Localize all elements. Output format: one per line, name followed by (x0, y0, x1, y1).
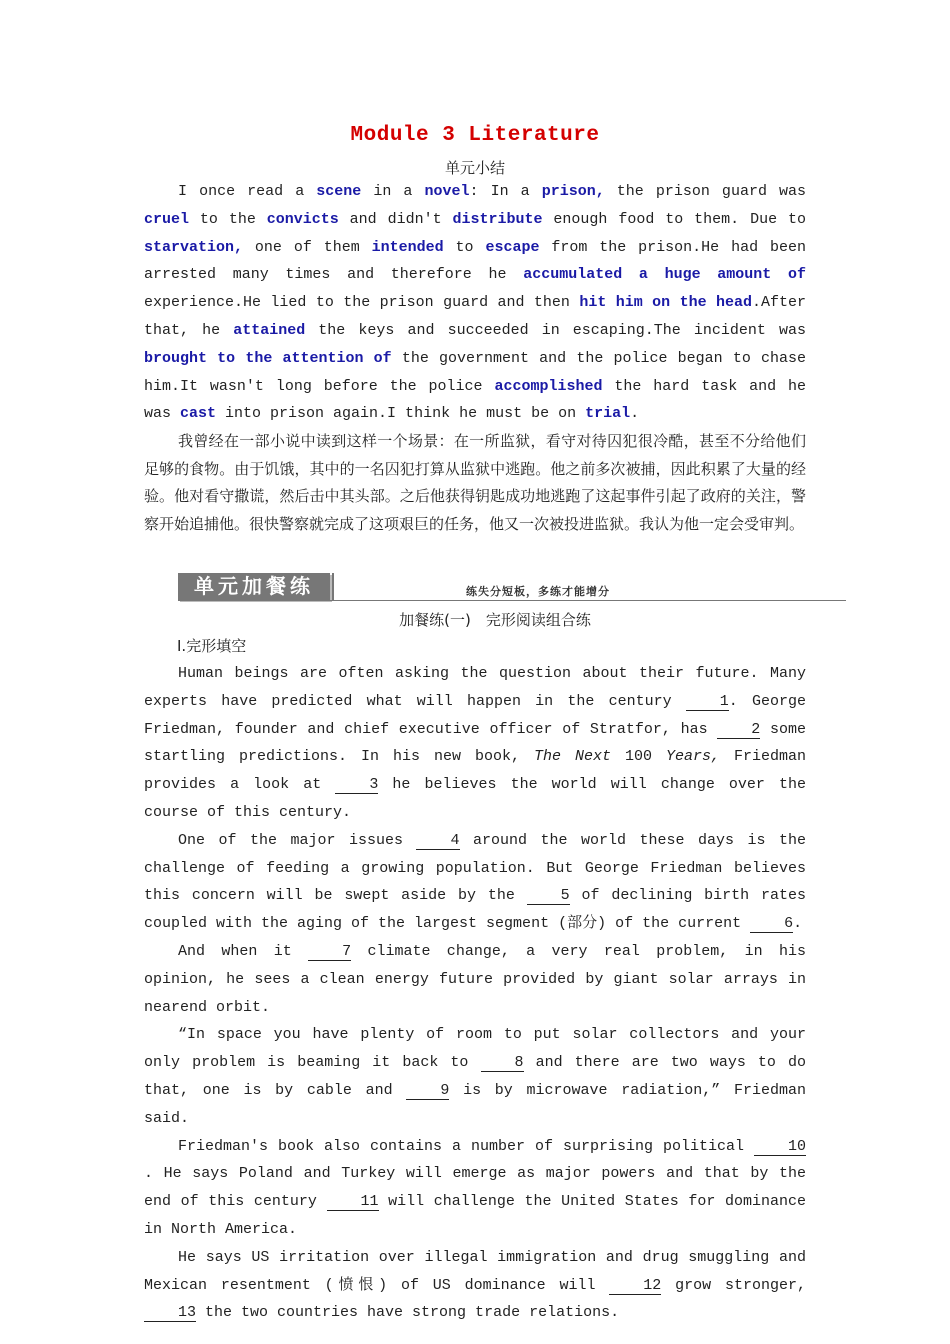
cloze-blank: 3 (335, 776, 378, 794)
cloze-blank: 4 (416, 832, 459, 850)
cloze-text: grow stronger, (661, 1276, 806, 1294)
cloze-blank: 12 (609, 1277, 661, 1295)
cloze-paragraph (144, 827, 806, 938)
keyword: intended (371, 238, 444, 256)
summary-text: from the prison.He had been arrested many times and therefore he (144, 238, 806, 284)
cloze-text: Friedman's book also contains a number of surprising political (178, 1137, 754, 1155)
summary-text: to the (189, 210, 267, 228)
keyword: cast (180, 405, 217, 423)
cloze-blank: 7 (308, 943, 351, 961)
summary-text: the government and the police began to chase him.It wasn't long before the police (144, 349, 806, 395)
summary-text: and didn't (338, 210, 453, 228)
cloze-text: One of the major issues (178, 831, 417, 849)
cloze-paragraph (144, 1133, 806, 1244)
keyword: novel (424, 183, 470, 200)
cloze-text: 100 (610, 748, 666, 766)
book-title: The Next (533, 748, 611, 766)
keyword: prison, (541, 183, 605, 200)
summary-text: in a (361, 183, 425, 200)
cloze-text: Human beings are often asking the question about their future. Many experts have predicted what will happen in the century (144, 665, 806, 710)
cloze-blank: 9 (406, 1082, 449, 1100)
keyword: trial (585, 405, 631, 423)
keyword: accomplished (494, 377, 603, 395)
cloze-text: . (793, 915, 803, 933)
keyword: distribute (452, 210, 543, 228)
section-subtitle: 单元小结 (444, 159, 505, 177)
keyword: starvation, (144, 238, 244, 256)
exercise-title: 加餐练(一) 完形阅读组合练 (399, 611, 591, 629)
cloze-text: of declining birth rates coupled with the aging of the largest segment (部分) of the current (144, 887, 807, 933)
keyword: attained (233, 321, 306, 339)
keyword: convicts (266, 210, 339, 228)
cloze-blank: 5 (527, 887, 570, 905)
summary-text: I once read a (178, 183, 317, 200)
summary-text: . (630, 405, 640, 423)
keyword: accumulated a huge amount of (523, 266, 807, 284)
cloze-text: he believes the world will change over the course of this century. (144, 776, 806, 821)
summary-text: : In a (469, 183, 542, 200)
cloze-text: some startling predictions. In his new book, (144, 720, 806, 766)
cloze-text: Friedman provides a look at (144, 748, 806, 794)
cloze-blank: 11 (327, 1193, 379, 1211)
summary-text: into prison again.I think he must be on (216, 405, 586, 423)
cloze-blank: 2 (717, 721, 760, 739)
cloze-text: the two countries have strong trade relations. (196, 1304, 620, 1322)
cloze-text: will challenge the United States for dominance in North America. (144, 1193, 806, 1238)
cloze-text: . He says Poland and Turkey will emerge as major powers and that by the end of this century (144, 1165, 806, 1211)
cloze-blank: 1 (686, 693, 729, 711)
book-title: Years, (665, 748, 720, 766)
cloze-text: around the world these days is the challenge of feeding a growing population. But George Friedman believes this concern will be swept aside by the (144, 831, 806, 905)
cloze-text: “In space you have plenty of room to put solar collectors and your only problem is beaming it back to (144, 1026, 806, 1072)
banner-divider (332, 573, 334, 600)
summary-text: one of them (243, 238, 372, 256)
cloze-paragraph (144, 660, 806, 827)
cloze-blank: 6 (750, 915, 793, 933)
summary-text: enough food to them. Due to (542, 210, 806, 228)
cloze-text: and there are two ways to do that, one is by cable and (144, 1054, 806, 1099)
summary-text: the hard task and he was (144, 377, 807, 423)
cloze-text: is by microwave radiation,” Friedman said. (144, 1081, 806, 1127)
page-title: Module 3 Literature (350, 124, 600, 147)
cloze-blank: 10 (754, 1138, 806, 1156)
cloze-paragraph (144, 1021, 806, 1132)
keyword: brought to the attention of (144, 349, 392, 367)
cloze-passage (144, 660, 806, 1327)
keyword: hit him on the head (579, 294, 752, 312)
cloze-text: climate change, a very real problem, in his opinion, he sees a clean energy future provided by giant solar arrays in nearend orbit. (144, 942, 806, 1016)
cloze-text: He says US irritation over illegal immigration and drug smuggling and Mexican resentment (愤恨) of US dominance will (144, 1248, 806, 1294)
cloze-text: And when it (178, 942, 309, 960)
banner-note: 练失分短板，多练才能增分 (466, 585, 610, 598)
exercise-subtitle: Ⅰ.完形填空 (177, 637, 247, 655)
cloze-blank: 13 (144, 1304, 196, 1322)
summary-text: experience.He lied to the prison guard and then (144, 294, 580, 312)
summary-text: .After that, he (144, 294, 806, 339)
summary-text: the prison guard was (604, 183, 807, 200)
banner-rule (178, 600, 846, 601)
summary-text: the keys and succeeded in escaping.The incident was (305, 321, 807, 339)
cloze-text: . George Friedman, founder and chief executive officer of Stratfor, has (144, 692, 806, 738)
summary-translation: 我曾经在一部小说中读到这样一个场景：在一所监狱，看守对待囚犯很冷酷，甚至不分给他们足够的食物。由于饥饿，其中的一名囚犯打算从监狱中逃跑。他之前多次被捕，因此积累了大量的经验。他对看守撒谎，然后击中其头部。之后他获得钥匙成功地逃跑了这起事件引起了政府的关注，警察开始追捕他。很快警察就完成了这项艰巨的任务，他又一次被投进监狱。我认为他一定会受审判。 (144, 432, 806, 533)
cloze-blank: 8 (481, 1054, 524, 1072)
keyword: escape (485, 238, 540, 256)
cloze-paragraph (144, 938, 806, 1021)
keyword: scene (316, 183, 362, 200)
exercise-banner: 单元加餐练 (178, 573, 330, 600)
cloze-paragraph (144, 1244, 806, 1327)
keyword: cruel (144, 210, 190, 228)
summary-text: to (443, 238, 486, 256)
summary-paragraph (144, 178, 806, 428)
